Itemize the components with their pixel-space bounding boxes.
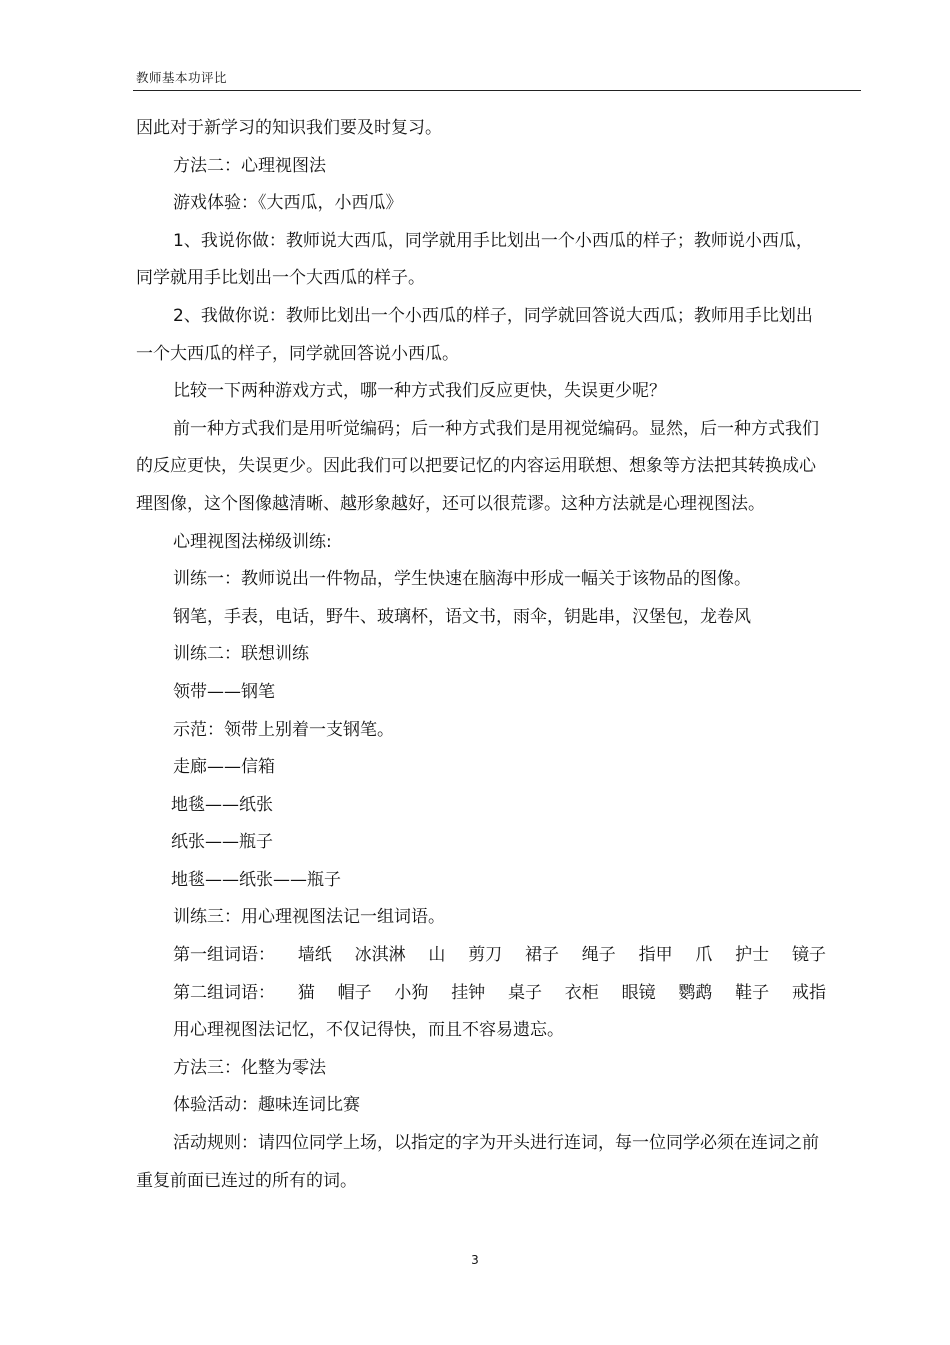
word-group-label: 第二组词语： [173, 982, 275, 1003]
header-divider [133, 90, 861, 91]
word: 桌子 [507, 982, 542, 1003]
word: 挂钟 [451, 982, 486, 1003]
word: 鞋子 [735, 982, 770, 1003]
word: 鹦鹉 [678, 982, 713, 1003]
training-three: 训练三：用心理视图法记一组词语。 [173, 907, 445, 928]
word: 山 [428, 945, 446, 966]
method-two-heading: 方法二：心理视图法 [173, 155, 326, 176]
word: 裙子 [524, 945, 559, 966]
page-number: 3 [471, 1253, 479, 1267]
word: 小狗 [394, 982, 429, 1003]
pair-3: 地毯——纸张 [171, 794, 273, 815]
paragraph-1: 因此对于新学习的知识我们要及时复习。 [136, 118, 442, 138]
word: 剪刀 [468, 945, 503, 966]
pair-2: 走廊——信箱 [173, 757, 275, 778]
pair-1: 领带——钢笔 [173, 681, 275, 702]
word: 镜子 [791, 945, 826, 966]
training-heading: 心理视图法梯级训练: [173, 531, 332, 552]
explanation-paragraph: 前一种方式我们是用听觉编码；后一种方式我们是用视觉编码。显然，后一种方式我们的反应更快，失误更少。因此我们可以把要记忆的内容运用联想、想象等方法把其转换成心理图像，这个图像越清晰、越形象越好，还可以很荒谬。这种方法就是心理视图法。 [136, 418, 819, 514]
word: 猫 [297, 982, 315, 1003]
word: 指甲 [638, 945, 673, 966]
word-group-2 [136, 975, 826, 1013]
game-step-2: 2、我做你说：教师比划出一个小西瓜的样子，同学就回答说大西瓜；教师用手比划出一个大西瓜的样子，同学就回答说小西瓜。 [136, 305, 813, 364]
word: 爪 [695, 945, 713, 966]
pair-4: 纸张——瓶子 [171, 832, 273, 853]
word-group-label: 第一组词语： [173, 945, 275, 966]
example-sentence: 示范：领带上别着一支钢笔。 [173, 719, 394, 740]
training-two: 训练二：联想训练 [173, 644, 309, 665]
game-title: 游戏体验：《大西瓜，小西瓜》 [173, 193, 403, 214]
word: 帽子 [337, 982, 372, 1003]
word-group-1 [136, 937, 826, 975]
summary-line: 用心理视图法记忆，不仅记得快，而且不容易遗忘。 [173, 1020, 564, 1041]
document-body [136, 110, 826, 1200]
chain-example: 地毯——纸张——瓶子 [171, 869, 341, 890]
word: 绳子 [581, 945, 616, 966]
game-step-1: 1、我说你做：教师说大西瓜，同学就用手比划出一个小西瓜的样子；教师说小西瓜，同学就用手比划出一个大西瓜的样子。 [136, 230, 813, 289]
word: 护士 [735, 945, 770, 966]
word: 戒指 [791, 982, 826, 1003]
activity-rules: 活动规则：请四位同学上场，以指定的字为开头进行连词，每一位同学必须在连词之前重复前面已连过的所有的词。 [136, 1133, 819, 1191]
comparison-question: 比较一下两种游戏方式，哪一种方式我们反应更快，失误更少呢？ [173, 381, 666, 402]
word: 眼镜 [621, 982, 656, 1003]
word: 衣柜 [564, 982, 599, 1003]
training-one: 训练一：教师说出一件物品，学生快速在脑海中形成一幅关于该物品的图像。 [173, 569, 751, 590]
header-title: 教师基本功评比 [136, 70, 228, 85]
activity-title: 体验活动：趣味连词比赛 [173, 1095, 360, 1116]
training-one-items: 钢笔，手表，电话，野牛、玻璃杯，语文书，雨伞，钥匙串，汉堡包，龙卷风 [173, 606, 751, 627]
word: 墙纸 [297, 945, 332, 966]
word: 冰淇淋 [354, 945, 406, 966]
method-three-heading: 方法三：化整为零法 [173, 1057, 326, 1078]
